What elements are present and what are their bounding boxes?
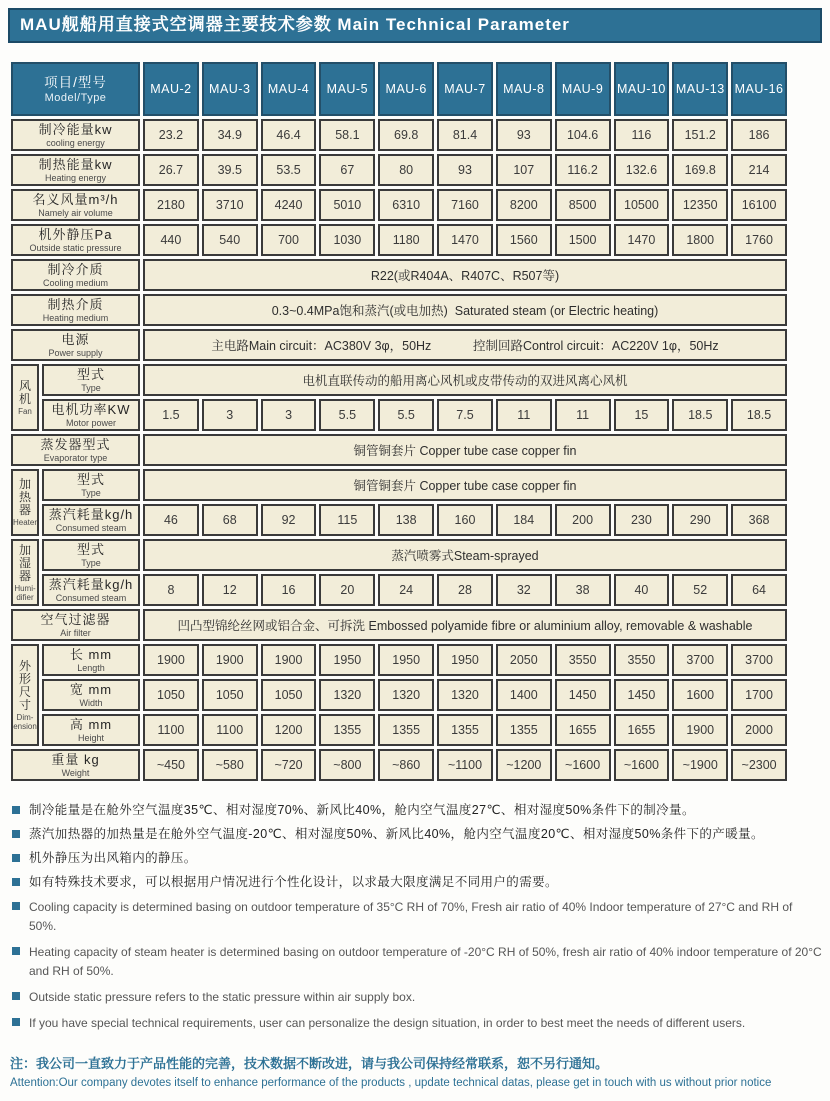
value-cell: 3550 (614, 644, 670, 676)
row-height (11, 714, 787, 746)
value-cell: 92 (261, 504, 317, 536)
attention-zh: 注：我公司一直致力于产品性能的完善，技术数据不断改进，请与我公司保持经常联系，恕不另行通知。 (10, 1056, 609, 1071)
label-cell-heater-steam (42, 504, 140, 536)
value-cell: 700 (261, 224, 317, 256)
label-cell-power-supply (11, 329, 140, 361)
group-zh-label: 风 机 (18, 378, 31, 406)
row-label-zh: 电机功率KW (51, 402, 131, 417)
row-label-en: Type (81, 383, 101, 393)
value-cell: 12350 (672, 189, 728, 221)
note-en-4 (10, 1014, 822, 1033)
value-cell: 1050 (261, 679, 317, 711)
label-cell-air-volume (11, 189, 140, 221)
value-cell: 186 (731, 119, 787, 151)
span-cell-heater-type: 铜管铜套片 Copper tube case copper fin (143, 469, 787, 501)
note-bullet-icon (12, 830, 20, 838)
note-zh-text: 机外静压为出风箱内的静压。 (29, 851, 197, 865)
model-header-mau-16: MAU-16 (731, 62, 787, 116)
value-cell: ~1200 (496, 749, 552, 781)
corner-header-cell (11, 62, 140, 116)
value-cell: 160 (437, 504, 493, 536)
value-cell: 32 (496, 574, 552, 606)
value-cell: 214 (731, 154, 787, 186)
note-bullet-icon (12, 902, 20, 910)
span-cell-heating-medium: 0.3~0.4MPa饱和蒸汽(或电加热) Saturated steam (or Electric heating) (143, 294, 787, 326)
label-cell-humidifier-steam (42, 574, 140, 606)
value-cell: 1470 (614, 224, 670, 256)
value-cell: 1470 (437, 224, 493, 256)
model-header-mau-5: MAU-5 (319, 62, 375, 116)
value-cell: 3 (261, 399, 317, 431)
value-cell: 230 (614, 504, 670, 536)
row-label-zh: 长 mm (69, 647, 113, 662)
value-cell: 26.7 (143, 154, 199, 186)
row-heater-type (11, 469, 787, 501)
value-cell: 20 (319, 574, 375, 606)
note-bullet-icon (12, 992, 20, 1000)
note-zh-3 (10, 850, 822, 867)
value-cell: 53.5 (261, 154, 317, 186)
attention-en: Attention:Our company devotes itself to enhance performance of the products , update technical datas, please get in touch with us without prior notice (10, 1077, 772, 1089)
row-label-zh: 型式 (77, 542, 106, 557)
row-air-volume (11, 189, 787, 221)
group-cell-heater-type (11, 469, 39, 536)
row-label-en: Length (77, 663, 105, 673)
corner-zh-label: 项目/型号 (44, 75, 107, 90)
value-cell: 80 (378, 154, 434, 186)
value-cell: 3550 (555, 644, 611, 676)
value-cell: 1.5 (143, 399, 199, 431)
value-cell: 5.5 (378, 399, 434, 431)
value-cell: 46.4 (261, 119, 317, 151)
value-cell: 11 (496, 399, 552, 431)
row-label-zh: 制冷介质 (47, 262, 104, 277)
note-bullet-icon (12, 1018, 20, 1026)
group-cell-length (11, 644, 39, 746)
value-cell: ~1900 (672, 749, 728, 781)
value-cell: 1800 (672, 224, 728, 256)
value-cell: 12 (202, 574, 258, 606)
model-header-mau-6: MAU-6 (378, 62, 434, 116)
value-cell: 169.8 (672, 154, 728, 186)
value-cell: 69.8 (378, 119, 434, 151)
value-cell: 3 (202, 399, 258, 431)
spec-table-head (11, 62, 787, 116)
value-cell: 8500 (555, 189, 611, 221)
value-cell: 115 (319, 504, 375, 536)
note-bullet-icon (12, 806, 20, 814)
label-cell-height (42, 714, 140, 746)
value-cell: 1200 (261, 714, 317, 746)
value-cell: 28 (437, 574, 493, 606)
span-cell-cooling-medium: R22(或R404A、R407C、R507等) (143, 259, 787, 291)
model-header-mau-10: MAU-10 (614, 62, 670, 116)
row-label-zh: 空气过滤器 (40, 612, 111, 627)
value-cell: 1320 (437, 679, 493, 711)
label-cell-humidifier-type (42, 539, 140, 571)
row-heating-medium (11, 294, 787, 326)
row-label-zh: 型式 (77, 472, 106, 487)
value-cell: ~1600 (555, 749, 611, 781)
value-cell: 7.5 (437, 399, 493, 431)
value-cell: 1100 (143, 714, 199, 746)
group-en-label: Dim-ension (13, 712, 37, 731)
row-label-en: Evaporator type (43, 453, 108, 463)
note-zh-4 (10, 874, 822, 891)
row-label-en: Heating energy (44, 173, 107, 183)
note-en-text: If you have special technical requirements, user can personalize the design situation, in order to best meet the needs of different users. (29, 1016, 746, 1030)
row-label-zh: 电源 (61, 332, 90, 347)
value-cell: 1355 (378, 714, 434, 746)
model-header-mau-3: MAU-3 (202, 62, 258, 116)
note-en-1 (10, 898, 822, 936)
value-cell: ~450 (143, 749, 199, 781)
value-cell: 1900 (143, 644, 199, 676)
row-label-en: Consumed steam (55, 523, 127, 533)
value-cell: 38 (555, 574, 611, 606)
row-label-zh: 蒸发器型式 (40, 437, 111, 452)
note-zh-2 (10, 826, 822, 843)
row-label-en: Namely air volume (38, 208, 113, 218)
row-motor-power (11, 399, 787, 431)
row-label-en: cooling energy (46, 138, 105, 148)
row-air-filter (11, 609, 787, 641)
label-cell-static-pressure (11, 224, 140, 256)
value-cell: 290 (672, 504, 728, 536)
row-power-supply (11, 329, 787, 361)
group-en-label: Heater (13, 518, 38, 527)
row-width (11, 679, 787, 711)
note-en-3 (10, 988, 822, 1007)
value-cell: 64 (731, 574, 787, 606)
label-cell-heating-medium (11, 294, 140, 326)
row-label-zh: 制冷能量kw (38, 122, 113, 137)
span-cell-evaporator-type: 铜管铜套片 Copper tube case copper fin (143, 434, 787, 466)
row-heating-energy (11, 154, 787, 186)
value-cell: 1355 (496, 714, 552, 746)
row-label-zh: 制热介质 (47, 297, 104, 312)
row-label-zh: 蒸汽耗量kg/h (48, 577, 134, 592)
value-cell: 1100 (202, 714, 258, 746)
row-label-en: Motor power (65, 418, 117, 428)
label-cell-length (42, 644, 140, 676)
value-cell: 1320 (378, 679, 434, 711)
row-label-en: Height (78, 733, 105, 743)
note-en-text: Heating capacity of steam heater is determined basing on outdoor temperature of -20°C RH of 50%, fresh air ratio of 40% indoor temperature of 20°C and RH of 50%. (29, 945, 822, 978)
header-row (11, 62, 787, 116)
group-zh-label: 加 热 器 (18, 477, 31, 517)
model-header-mau-8: MAU-8 (496, 62, 552, 116)
model-header-mau-13: MAU-13 (672, 62, 728, 116)
value-cell: 1450 (555, 679, 611, 711)
note-en-text: Cooling capacity is determined basing on outdoor temperature of 35°C RH of 70%, Fresh air ratio of 40% Indoor temperature of 27°C and RH of 50%. (29, 900, 793, 933)
model-header-mau-9: MAU-9 (555, 62, 611, 116)
value-cell: 1180 (378, 224, 434, 256)
label-cell-evaporator-type (11, 434, 140, 466)
label-cell-cooling-medium (11, 259, 140, 291)
model-header-mau-4: MAU-4 (261, 62, 317, 116)
value-cell: 1400 (496, 679, 552, 711)
notes-section (8, 802, 822, 1033)
value-cell: 1950 (437, 644, 493, 676)
row-label-en: Consumed steam (55, 593, 127, 603)
row-label-zh: 重量 kg (51, 752, 100, 767)
value-cell: 4240 (261, 189, 317, 221)
value-cell: 138 (378, 504, 434, 536)
value-cell: 8200 (496, 189, 552, 221)
value-cell: 1700 (731, 679, 787, 711)
value-cell: 107 (496, 154, 552, 186)
corner-en-label: Model/Type (44, 92, 107, 104)
row-label-en: Weight (61, 768, 90, 778)
label-cell-width (42, 679, 140, 711)
value-cell: 151.2 (672, 119, 728, 151)
value-cell: 116.2 (555, 154, 611, 186)
value-cell: 5.5 (319, 399, 375, 431)
value-cell: 1950 (319, 644, 375, 676)
note-zh-1 (10, 802, 822, 819)
value-cell: 10500 (614, 189, 670, 221)
value-cell: 39.5 (202, 154, 258, 186)
row-label-zh: 机外静压Pa (38, 227, 113, 242)
row-label-en: Cooling medium (42, 278, 109, 288)
value-cell: 116 (614, 119, 670, 151)
value-cell: 1900 (672, 714, 728, 746)
label-cell-motor-power (42, 399, 140, 431)
value-cell: 15 (614, 399, 670, 431)
value-cell: 11 (555, 399, 611, 431)
label-cell-weight (11, 749, 140, 781)
value-cell: 1320 (319, 679, 375, 711)
value-cell: 1355 (319, 714, 375, 746)
value-cell: 1050 (143, 679, 199, 711)
label-cell-fan-type (42, 364, 140, 396)
row-cooling-energy (11, 119, 787, 151)
row-humidifier-steam (11, 574, 787, 606)
value-cell: 7160 (437, 189, 493, 221)
row-evaporator-type (11, 434, 787, 466)
group-cell-fan-type (11, 364, 39, 431)
value-cell: 1655 (555, 714, 611, 746)
value-cell: 440 (143, 224, 199, 256)
value-cell: 3700 (731, 644, 787, 676)
spec-table-body (11, 119, 787, 781)
row-label-zh: 名义风量m³/h (32, 192, 119, 207)
group-cell-humidifier-type (11, 539, 39, 606)
value-cell: 1500 (555, 224, 611, 256)
group-en-label: Fan (18, 406, 32, 416)
row-cooling-medium (11, 259, 787, 291)
model-header-mau-7: MAU-7 (437, 62, 493, 116)
row-label-en: Heating medium (42, 313, 109, 323)
value-cell: ~800 (319, 749, 375, 781)
value-cell: 16100 (731, 189, 787, 221)
row-label-en: Outside static pressure (29, 243, 122, 253)
value-cell: ~1600 (614, 749, 670, 781)
value-cell: 1050 (202, 679, 258, 711)
note-zh-text: 如有特殊技术要求，可以根据用户情况进行个性化设计，以求最大限度满足不同用户的需要。 (29, 875, 558, 889)
value-cell: 3700 (672, 644, 728, 676)
note-bullet-icon (12, 878, 20, 886)
value-cell: 132.6 (614, 154, 670, 186)
notes-en-list (10, 898, 822, 1033)
row-label-en: Power supply (48, 348, 103, 358)
row-fan-type (11, 364, 787, 396)
value-cell: 2000 (731, 714, 787, 746)
value-cell: 52 (672, 574, 728, 606)
span-cell-air-filter: 凹凸型锦纶丝网或铝合金、可拆洗 Embossed polyamide fibre or aluminium alloy, removable & washable (143, 609, 787, 641)
value-cell: 5010 (319, 189, 375, 221)
value-cell: 93 (496, 119, 552, 151)
note-bullet-icon (12, 947, 20, 955)
value-cell: 46 (143, 504, 199, 536)
value-cell: 23.2 (143, 119, 199, 151)
value-cell: 1950 (378, 644, 434, 676)
value-cell: 67 (319, 154, 375, 186)
page-title: MAU舰船用直接式空调器主要技术参数 Main Technical Parameter (8, 8, 822, 43)
row-label-zh: 高 mm (69, 717, 113, 732)
label-cell-air-filter (11, 609, 140, 641)
value-cell: 200 (555, 504, 611, 536)
value-cell: 1355 (437, 714, 493, 746)
row-label-zh: 制热能量kw (38, 157, 113, 172)
value-cell: ~580 (202, 749, 258, 781)
model-header-mau-2: MAU-2 (143, 62, 199, 116)
span-cell-power-supply: 主电路Main circuit：AC380V 3φ，50Hz 控制回路Control circuit：AC220V 1φ，50Hz (143, 329, 787, 361)
row-humidifier-type (11, 539, 787, 571)
value-cell: 16 (261, 574, 317, 606)
label-cell-cooling-energy (11, 119, 140, 151)
value-cell: ~2300 (731, 749, 787, 781)
value-cell: 540 (202, 224, 258, 256)
note-en-text: Outside static pressure refers to the static pressure within air supply box. (29, 990, 416, 1004)
value-cell: 368 (731, 504, 787, 536)
group-zh-label: 外 形 尺 寸 (18, 658, 31, 712)
value-cell: ~1100 (437, 749, 493, 781)
value-cell: 1760 (731, 224, 787, 256)
label-cell-heating-energy (11, 154, 140, 186)
row-label-zh: 型式 (77, 367, 106, 382)
value-cell: 24 (378, 574, 434, 606)
value-cell: 18.5 (672, 399, 728, 431)
row-label-en: Type (81, 488, 101, 498)
row-length (11, 644, 787, 676)
value-cell: 1450 (614, 679, 670, 711)
spec-table (8, 59, 790, 784)
value-cell: 93 (437, 154, 493, 186)
row-label-en: Type (81, 558, 101, 568)
value-cell: 104.6 (555, 119, 611, 151)
label-cell-heater-type (42, 469, 140, 501)
note-zh-text: 蒸汽加热器的加热量是在舱外空气温度-20℃、相对湿度50%、新风比40%，舱内空气温度20℃、相对湿度50%条件下的产暖量。 (29, 827, 764, 841)
notes-zh-list (10, 802, 822, 891)
value-cell: ~720 (261, 749, 317, 781)
value-cell: 1900 (261, 644, 317, 676)
value-cell: 18.5 (731, 399, 787, 431)
value-cell: 184 (496, 504, 552, 536)
value-cell: 1900 (202, 644, 258, 676)
value-cell: 58.1 (319, 119, 375, 151)
value-cell: ~860 (378, 749, 434, 781)
value-cell: 1655 (614, 714, 670, 746)
row-label-zh: 宽 mm (69, 682, 113, 697)
row-label-en: Width (79, 698, 103, 708)
value-cell: 1560 (496, 224, 552, 256)
value-cell: 8 (143, 574, 199, 606)
value-cell: 40 (614, 574, 670, 606)
row-label-zh: 蒸汽耗量kg/h (48, 507, 134, 522)
row-weight (11, 749, 787, 781)
attention-section (8, 1055, 822, 1091)
value-cell: 2180 (143, 189, 199, 221)
value-cell: 68 (202, 504, 258, 536)
value-cell: 6310 (378, 189, 434, 221)
note-zh-text: 制冷能量是在舱外空气温度35℃、相对湿度70%、新风比40%，舱内空气温度27℃、相对湿度50%条件下的制冷量。 (29, 803, 695, 817)
span-cell-humidifier-type: 蒸汽喷雾式Steam-sprayed (143, 539, 787, 571)
value-cell: 1600 (672, 679, 728, 711)
value-cell: 1030 (319, 224, 375, 256)
value-cell: 3710 (202, 189, 258, 221)
note-bullet-icon (12, 854, 20, 862)
value-cell: 2050 (496, 644, 552, 676)
group-en-label: Humi-difier (14, 583, 36, 602)
row-static-pressure (11, 224, 787, 256)
note-en-2 (10, 943, 822, 981)
group-zh-label: 加 湿 器 (18, 542, 31, 583)
value-cell: 34.9 (202, 119, 258, 151)
row-heater-steam (11, 504, 787, 536)
value-cell: 81.4 (437, 119, 493, 151)
span-cell-fan-type: 电机直联传动的船用离心风机或皮带传动的双进风离心风机 (143, 364, 787, 396)
row-label-en: Air filter (60, 628, 91, 638)
